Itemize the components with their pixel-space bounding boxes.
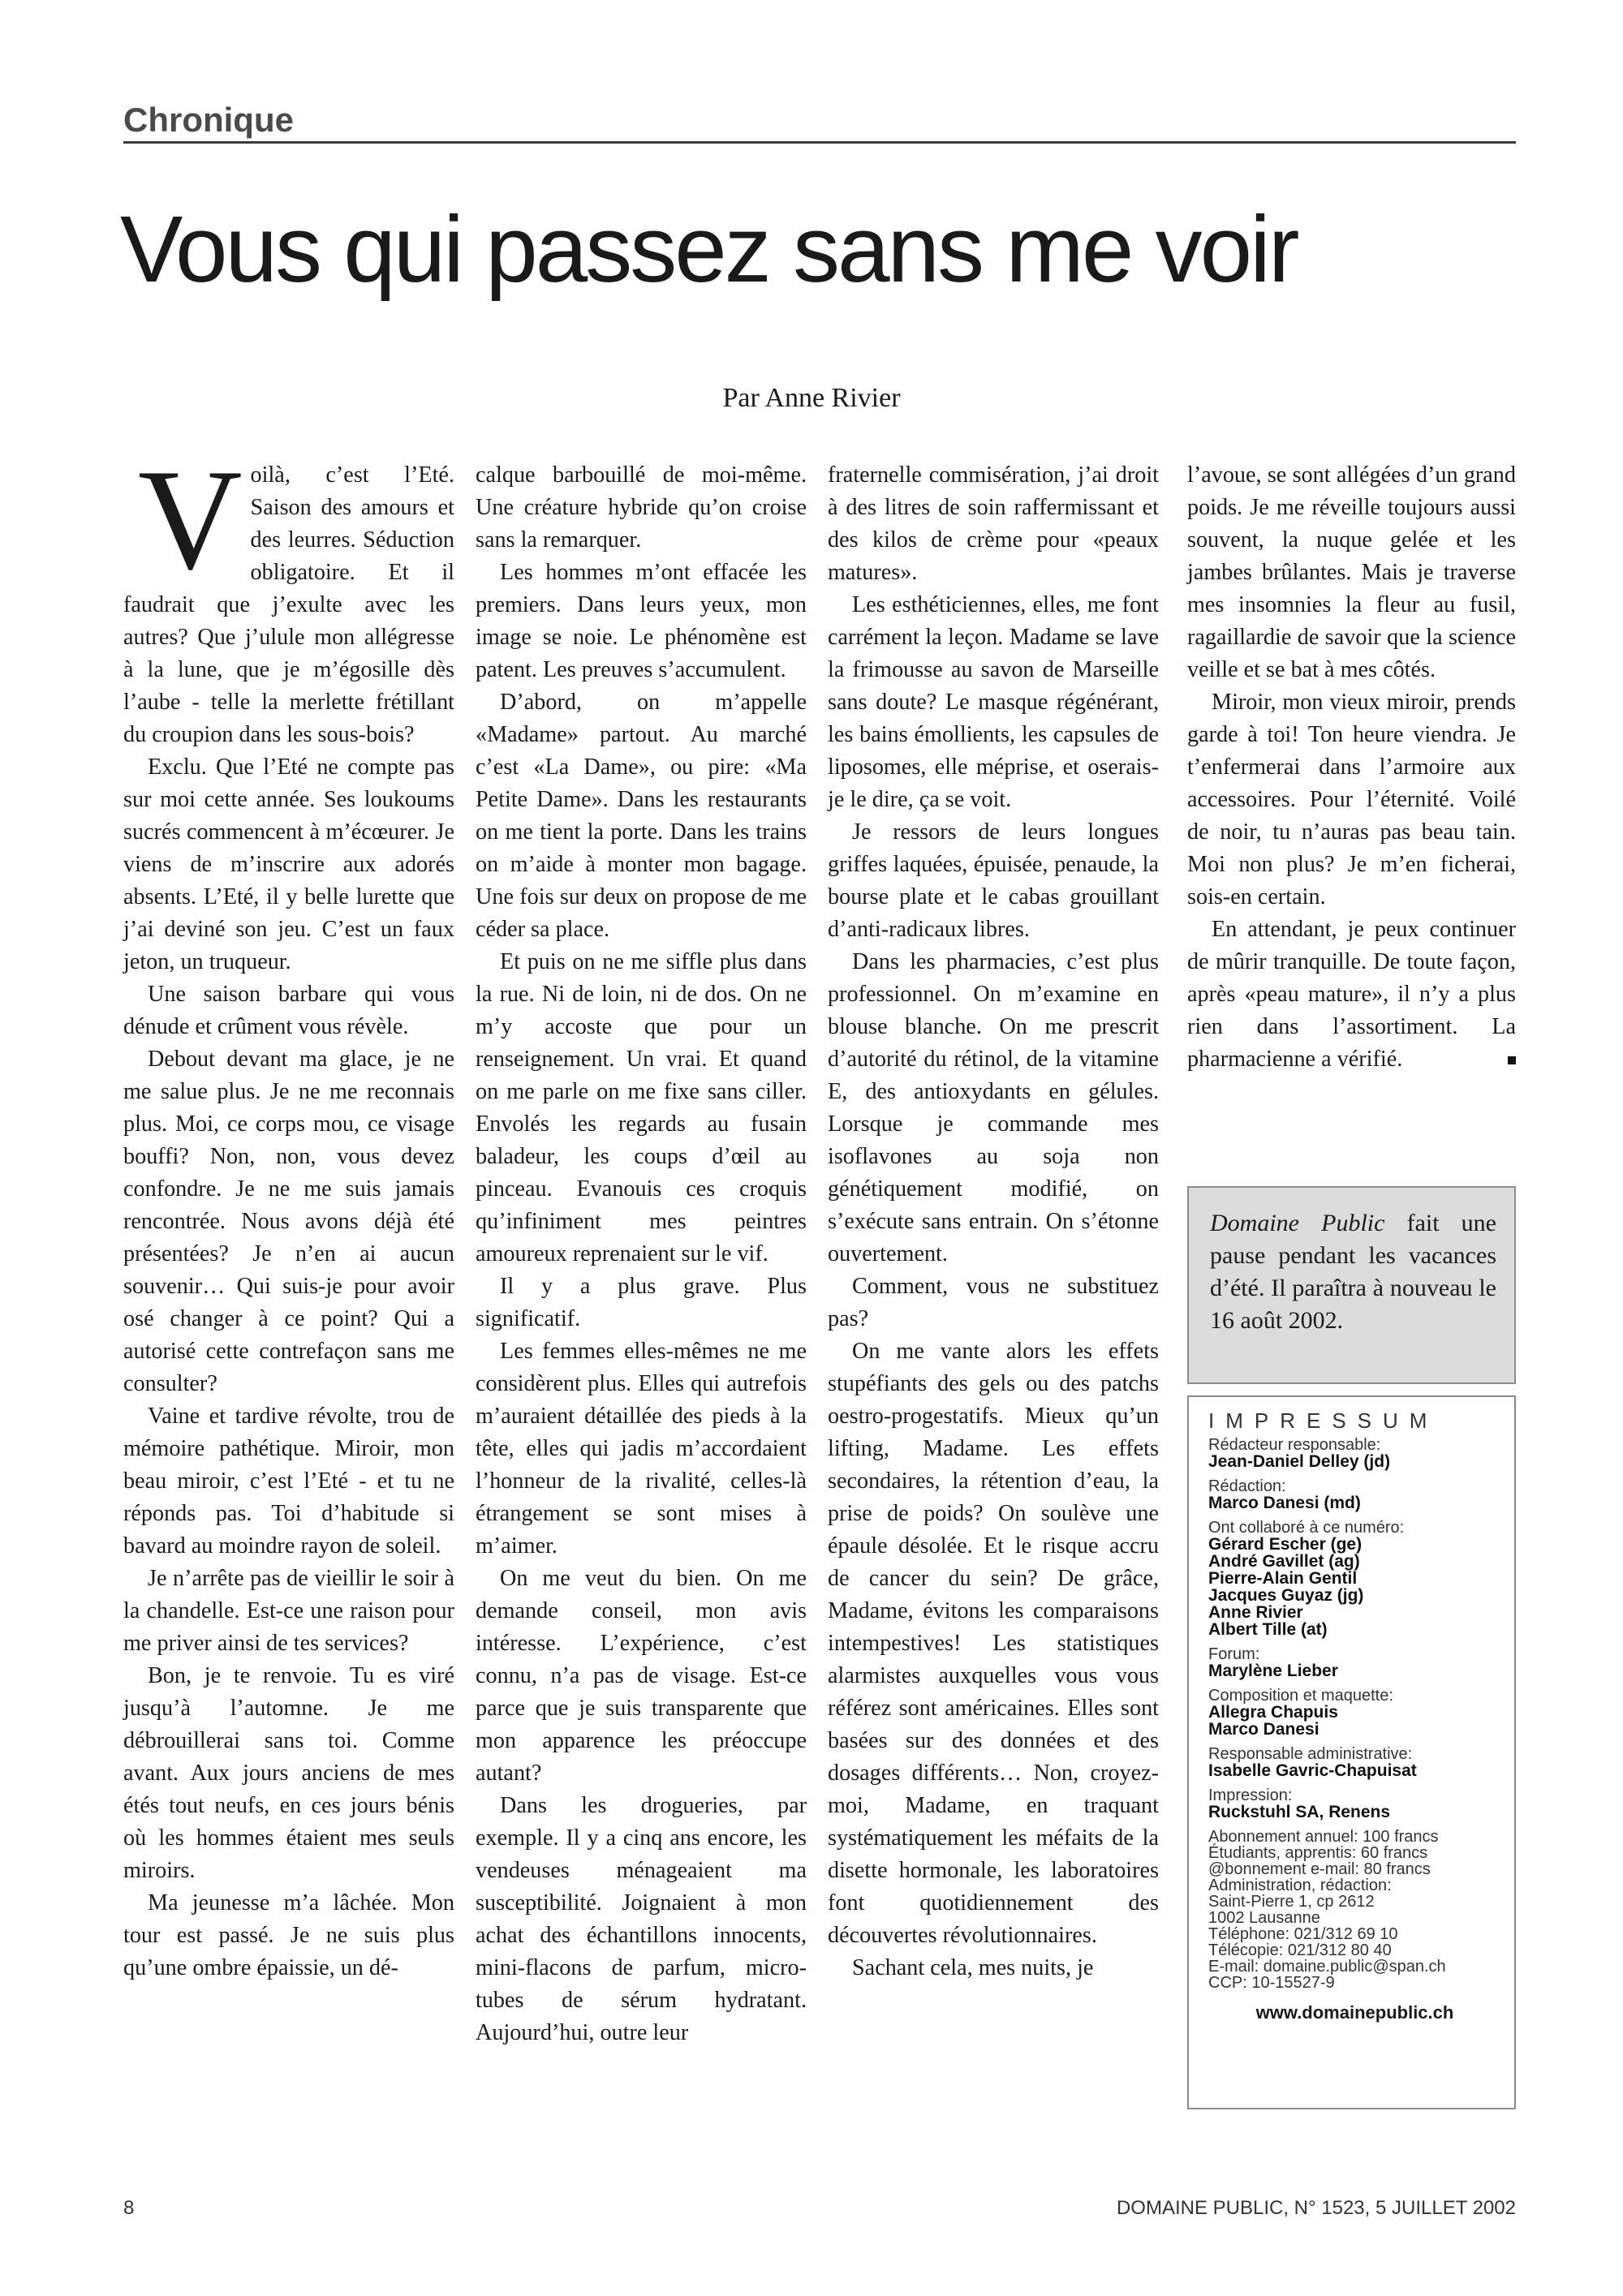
paragraph: On me veut du bien. On me demande conseil, mon avis intéresse. L’expérience, c’est connu, n’a pas de visage. Est-ce parce que je suis transparente que mon apparence les préoccupe autant? (476, 1566, 807, 1786)
paragraph: Debout devant ma glace, je ne me salue plus. Je ne me reconnais plus. Moi, ce corps mou, ce visage bouffi? Non, non, vous devez confondre. Je ne me suis jamais rencontrée. Nous avons déjà été présentées? Je n’en ai aucun souvenir… Qui suis-je pour avoir osé changer à ce point? Qui a autorisé cette contrefaçon sans me consulter? (123, 1047, 454, 1396)
impressum-value: Isabelle Gavric-Chapuisat (1208, 1761, 1417, 1780)
impressum-label: Ont collaboré à ce numéro: (1208, 1519, 1405, 1537)
end-of-article-mark (1508, 1056, 1516, 1064)
article-column-4 (1187, 459, 1516, 1076)
paragraph: Comment, vous ne substituez pas? (828, 1274, 1159, 1331)
impressum-label: Composition et maquette: (1208, 1687, 1393, 1705)
impressum-details (1208, 1829, 1501, 1991)
paragraph: Les femmes elles-mêmes ne me considèrent plus. Elles qui autrefois m’auraient détaillée des pieds à la tête, elles qui jadis m’accordaient l’honneur de la rivalité, celles-là étrangement se sont mises à m’aimer. (476, 1339, 807, 1559)
website-link[interactable]: www.domainepublic.ch (1255, 2002, 1454, 2023)
paragraph: On me vante alors les effets stupéfiants des gels ou des patchs oestro-progestatifs. Mieux qu’un lifting, Madame. Les effets secondaires, la rétention d’eau, la prise de poids? On soulève une épaule désolée. Et le risque accru de cancer du sein? De grâce, Madame, évitons les comparaisons intempestives! Les statistiques alarmistes auxquelles vous vous référez sont américaines. Elles sont basées sur des données et des dosages différents… Non, croyez-moi, Madame, en traquant systématiquement les méfaits de la disette hormonale, les laboratoires font quotidiennement des découvertes révolutionnaires. (828, 1339, 1159, 1948)
impressum-value: Anne Rivier (1208, 1603, 1303, 1622)
notice-text: fait une pause pendant les vacances d’été. Il paraîtra à nouveau le 16 août 2002. (1210, 1210, 1496, 1334)
paragraph: Voilà, c’est l’Eté. Saison des amours et des leurres. Séduction obligatoire. Et il faudrait que j’exulte avec les autres? Que j’ulule mon allégresse à la lune, que je m’égosille dès l’aube - telle la merlette frétillant du croupion dans les sous-bois? (123, 439, 454, 747)
impressum-label: Responsable administrative: (1208, 1745, 1413, 1763)
impressum-detail-line: E-mail: domaine.public@span.ch (1208, 1958, 1446, 1976)
impressum-detail-line: 1002 Lausanne (1208, 1909, 1320, 1927)
paragraph: En attendant, je peux continuer de mûrir tranquille. De toute façon, après «peau mature», il n’y a plus rien dans l’assortiment. La pharmacienne a vérifié. (1187, 917, 1516, 1072)
notice-publication-name: Domaine Public (1210, 1210, 1385, 1236)
paragraph: Une saison barbare qui vous dénude et crûment vous révèle. (123, 982, 454, 1039)
paragraph: Les hommes m’ont effacée les premiers. Dans leurs yeux, mon image se noie. Le phénomène est patent. Les preuves s’accumulent. (476, 560, 807, 682)
section-rule (123, 141, 1516, 144)
impressum-value: Jean-Daniel Delley (jd) (1208, 1452, 1391, 1471)
impressum-group (1208, 1437, 1501, 1470)
impressum-box (1187, 1395, 1516, 2109)
paragraph: calque barbouillé de moi-même. Une créature hybride qu’on croise sans la remarquer. (476, 462, 807, 553)
impressum-detail-line: Téléphone: 021/312 69 10 (1208, 1925, 1398, 1943)
article-title: Vous qui passez sans me voir (120, 196, 1298, 302)
paragraph: Miroir, mon vieux miroir, prends garde à toi! Ton heure viendra. Je t’enfermerai dans l’armoire aux accessoires. Pour l’éternité. Voilé de noir, tu n’auras pas beau tain. Moi non plus? Je m’en ficherai, sois-en certain. (1187, 690, 1516, 909)
impressum-detail-line: Saint-Pierre 1, cp 2612 (1208, 1893, 1375, 1911)
impressum-group (1208, 1646, 1501, 1679)
paragraph: Je n’arrête pas de vieillir le soir à la chandelle. Est-ce une raison pour me priver ainsi de tes services? (123, 1566, 454, 1656)
impressum-value: Marco Danesi (1208, 1720, 1319, 1739)
impressum-detail-line: CCP: 10-15527-9 (1208, 1974, 1335, 1992)
paragraph: Et puis on ne me siffle plus dans la rue. Ni de loin, ni de dos. On ne m’y accoste que pour un renseignement. Un vrai. Et quand on me parle on me fixe sans ciller. Envolés les regards au fusain baladeur, les coups d’œil au pinceau. Evanouis ces croquis qu’infiniment mes peintres amoureux reprenaient sur le vif. (476, 949, 807, 1266)
impressum-label: Rédaction: (1208, 1477, 1286, 1495)
paragraph: Dans les drogueries, par exemple. Il y a cinq ans encore, les vendeuses ménageaient ma susceptibilité. Joignaient à mon achat des échantillons innocents, mini-flacons de parfum, micro-tubes de sérum hydratant. Aujourd’hui, outre leur (476, 1793, 807, 2045)
article-byline: Par Anne Rivier (722, 383, 901, 413)
section-rubric: Chronique (123, 101, 294, 139)
paragraph: D’abord, on m’appelle «Madame» partout. Au marché c’est «La Dame», ou pire: «Ma Petite Dame». Dans les restaurants on me tient la porte. Dans les trains on m’aide à monter mon bagage. Une fois sur deux on propose de me céder sa place. (476, 690, 807, 942)
paragraph: Bon, je te renvoie. Tu es viré jusqu’à l’automne. Je me débrouillerai sans toi. Comme avant. Aux jours anciens de mes étés tout neufs, en ces jours bénis où les hommes étaient mes seuls miroirs. (123, 1663, 454, 1883)
impressum-value: Albert Tille (at) (1208, 1620, 1328, 1639)
impressum-value: Marco Danesi (md) (1208, 1494, 1361, 1512)
impressum-group (1208, 1478, 1501, 1511)
impressum-group (1208, 1787, 1501, 1821)
impressum-group (1208, 1688, 1501, 1738)
impressum-value: Marylène Lieber (1208, 1662, 1338, 1680)
paragraph: l’avoue, se sont allégées d’un grand poids. Je me réveille toujours aussi souvent, la nuque gelée et les jambes brûlantes. Mais je traverse mes insomnies la fleur au fusil, ragaillardie de savoir que la science veille et se bat à mes côtés. (1187, 462, 1516, 682)
paragraph: Les esthéticiennes, elles, me font carrément la leçon. Madame se lave la frimousse au savon de Marseille sans doute? Le masque régénérant, les bains émollients, les capsules de liposomes, elle méprise, et oserais-je le dire, ça se voit. (828, 592, 1159, 812)
impressum-group (1208, 1746, 1501, 1779)
impressum-detail-line: Étudiants, apprentis: 60 francs (1208, 1844, 1428, 1862)
impressum-label: Rédacteur responsable: (1208, 1436, 1381, 1454)
paragraph: Exclu. Que l’Eté ne compte pas sur moi cette année. Ses loukoums sucrés commencent à m’écœurer. Je viens de m’inscrire aux adorés absents. L’Eté, il y belle lurette que j’ai deviné son jeu. C’est un faux jeton, un truqueur. (123, 755, 454, 974)
impressum-detail-line: @bonnement e-mail: 80 francs (1208, 1860, 1431, 1878)
impressum-value: André Gavillet (ag) (1208, 1552, 1360, 1571)
impressum-group (1208, 1520, 1501, 1638)
impressum-detail-line: Administration, rédaction: (1208, 1877, 1392, 1894)
paragraph: Sachant cela, mes nuits, je (852, 1955, 1094, 1980)
impressum-heading: IMPRESSUM (1208, 1408, 1439, 1433)
paragraph: Il y a plus grave. Plus significatif. (476, 1274, 807, 1331)
impressum-value: Allegra Chapuis (1208, 1703, 1338, 1722)
impressum-value: Pierre-Alain Gentil (1208, 1569, 1358, 1588)
article-column-1 (123, 439, 454, 1984)
publication-footer: DOMAINE PUBLIC, N° 1523, 5 JUILLET 2002 (1116, 2197, 1516, 2219)
drop-cap: V (138, 439, 243, 600)
paragraph: Dans les pharmacies, c’est plus professionnel. On m’examine en blouse blanche. On me prescrit d’autorité du rétinol, de la vitamine E, des antioxydants en gélules. Lorsque je commande mes isoflavones au soja non génétiquement modifié, on s’exécute sans entrain. On s’étonne ouvertement. (828, 949, 1159, 1266)
paragraph: Ma jeunesse m’a lâchée. Mon tour est passé. Je ne suis plus qu’une ombre épaissie, un dé- (123, 1890, 454, 1980)
paragraph: Je ressors de leurs longues griffes laquées, épuisée, penaude, la bourse plate et le cabas grouillant d’anti-radicaux libres. (828, 819, 1159, 942)
impressum-label: Impression: (1208, 1786, 1293, 1804)
impressum-detail-line: Télécopie: 021/312 80 40 (1208, 1941, 1392, 1959)
impressum-label: Forum: (1208, 1645, 1260, 1663)
paragraph: fraternelle commisération, j’ai droit à des litres de soin raffermissant et des kilos de crème pour «peaux matures». (828, 462, 1159, 585)
paragraph: Vaine et tardive révolte, trou de mémoire pathétique. Miroir, mon beau miroir, c’est l’Eté - et tu ne réponds pas. Toi d’habitude si bavard au moindre rayon de soleil. (123, 1404, 454, 1559)
impressum-value: Ruckstuhl SA, Renens (1208, 1803, 1391, 1821)
impressum-value: Jacques Guyaz (jg) (1208, 1586, 1364, 1605)
article-column-3 (828, 459, 1159, 1984)
impressum-detail-line: Abonnement annuel: 100 francs (1208, 1828, 1439, 1846)
publication-notice (1187, 1186, 1516, 1384)
impressum-value: Gérard Escher (ge) (1208, 1535, 1363, 1554)
page-number: 8 (123, 2197, 135, 2219)
article-column-2 (476, 459, 807, 2049)
